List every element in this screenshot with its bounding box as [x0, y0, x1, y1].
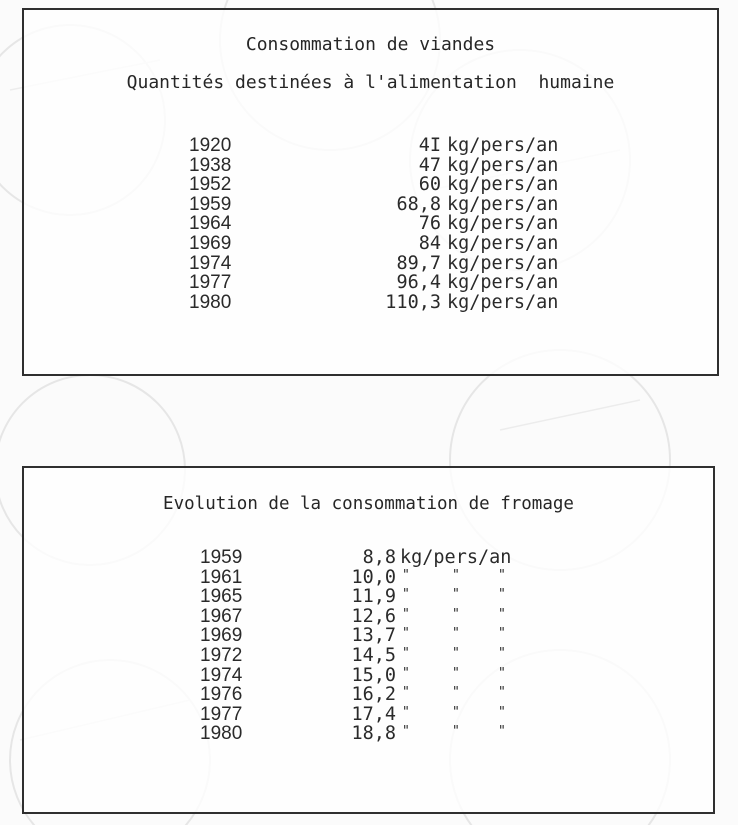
ditto-mark: " — [452, 724, 460, 740]
ditto-mark: " — [402, 645, 410, 661]
row-unit: kg/pers/an — [447, 291, 559, 313]
table-row — [200, 607, 560, 627]
row-year: 1969 — [200, 625, 243, 647]
row-year: 1959 — [189, 193, 232, 215]
row-year: 1967 — [200, 605, 243, 627]
table-row — [189, 156, 609, 176]
table-row — [200, 626, 560, 646]
table-row — [189, 136, 609, 156]
ditto-mark: " — [402, 685, 410, 701]
row-value: 84 — [418, 232, 441, 254]
row-value: 89,7 — [396, 252, 441, 274]
ditto-mark: " — [402, 704, 410, 720]
row-value: 68,8 — [396, 193, 441, 215]
row-unit: kg/pers/an — [447, 252, 559, 274]
table-row — [200, 548, 560, 568]
row-year: 1976 — [200, 684, 243, 706]
table-row — [189, 254, 609, 274]
ditto-mark: " — [498, 724, 506, 740]
row-unit: kg/pers/an — [447, 135, 559, 156]
row-value: 60 — [418, 174, 441, 196]
row-value: 76 — [418, 213, 441, 235]
ditto-mark: " — [402, 724, 410, 740]
row-year: 1969 — [189, 232, 232, 254]
ditto-mark: " — [498, 587, 506, 603]
row-value: 12,6 — [351, 605, 396, 627]
row-unit: kg/pers/an — [447, 174, 559, 196]
table-row — [189, 273, 609, 293]
table-row — [200, 587, 560, 607]
table-row — [189, 293, 609, 313]
row-year: 1959 — [200, 547, 243, 568]
row-year: 1972 — [200, 644, 243, 666]
table-row — [200, 646, 560, 666]
row-year: 1952 — [189, 174, 232, 196]
row-year: 1980 — [189, 291, 232, 313]
row-year: 1974 — [200, 664, 243, 686]
ditto-mark: " — [498, 626, 506, 642]
ditto-mark: " — [498, 704, 506, 720]
row-year: 1977 — [200, 703, 243, 725]
meat-table-subtitle: Quantités destinées à l'alimentation humaine — [126, 72, 615, 93]
cheese-table-rows — [200, 548, 560, 744]
table-row — [189, 175, 609, 195]
table-row — [200, 724, 560, 744]
row-unit: kg/pers/an — [447, 232, 559, 254]
ditto-mark: " — [402, 606, 410, 622]
row-value: 110,3 — [385, 291, 441, 313]
meat-table-rows — [189, 136, 609, 312]
row-year: 1961 — [200, 566, 243, 588]
ditto-mark: " — [402, 665, 410, 681]
table-row — [189, 214, 609, 234]
row-year: 1938 — [189, 154, 232, 176]
row-unit: kg/pers/an — [447, 193, 559, 215]
cheese-consumption-table — [22, 466, 715, 814]
ditto-mark: " — [452, 567, 460, 583]
table-row — [200, 568, 560, 588]
row-unit: kg/pers/an — [447, 154, 559, 176]
ditto-mark: " — [452, 685, 460, 701]
cheese-table-title: Evolution de la consommation de fromage — [163, 494, 574, 514]
row-year: 1977 — [189, 272, 232, 294]
row-value: 14,5 — [351, 644, 396, 666]
meat-table-title: Consommation de viandes — [245, 34, 496, 55]
ditto-mark: " — [452, 704, 460, 720]
ditto-mark: " — [498, 685, 506, 701]
row-year: 1965 — [200, 586, 243, 608]
row-value: 17,4 — [351, 703, 396, 725]
row-value: 96,4 — [396, 272, 441, 294]
row-value: 8,8 — [362, 547, 396, 568]
ditto-mark: " — [452, 645, 460, 661]
ditto-mark: " — [452, 626, 460, 642]
ditto-mark: " — [402, 587, 410, 603]
ditto-mark: " — [452, 587, 460, 603]
row-value: 16,2 — [351, 684, 396, 706]
table-row — [189, 234, 609, 254]
table-row — [200, 705, 560, 725]
row-value: 11,9 — [351, 586, 396, 608]
ditto-mark: " — [452, 665, 460, 681]
table-row — [200, 666, 560, 686]
row-value: 15,0 — [351, 664, 396, 686]
row-year: 1964 — [189, 213, 232, 235]
ditto-mark: " — [498, 567, 506, 583]
ditto-mark: " — [402, 567, 410, 583]
table-row — [200, 685, 560, 705]
row-value: 18,8 — [351, 723, 396, 745]
row-value: 47 — [418, 154, 441, 176]
row-year: 1920 — [189, 135, 232, 156]
ditto-mark: " — [452, 606, 460, 622]
row-value: 4I — [418, 135, 441, 156]
row-value: 13,7 — [351, 625, 396, 647]
meat-consumption-table — [22, 8, 719, 376]
row-unit: kg/pers/an — [400, 547, 512, 568]
ditto-mark: " — [498, 606, 506, 622]
table-row — [189, 195, 609, 215]
ditto-mark: " — [402, 626, 410, 642]
ditto-mark: " — [498, 665, 506, 681]
row-unit: kg/pers/an — [447, 272, 559, 294]
row-year: 1980 — [200, 723, 243, 745]
ditto-mark: " — [498, 645, 506, 661]
row-value: 10,0 — [351, 566, 396, 588]
row-year: 1974 — [189, 252, 232, 274]
row-unit: kg/pers/an — [447, 213, 559, 235]
